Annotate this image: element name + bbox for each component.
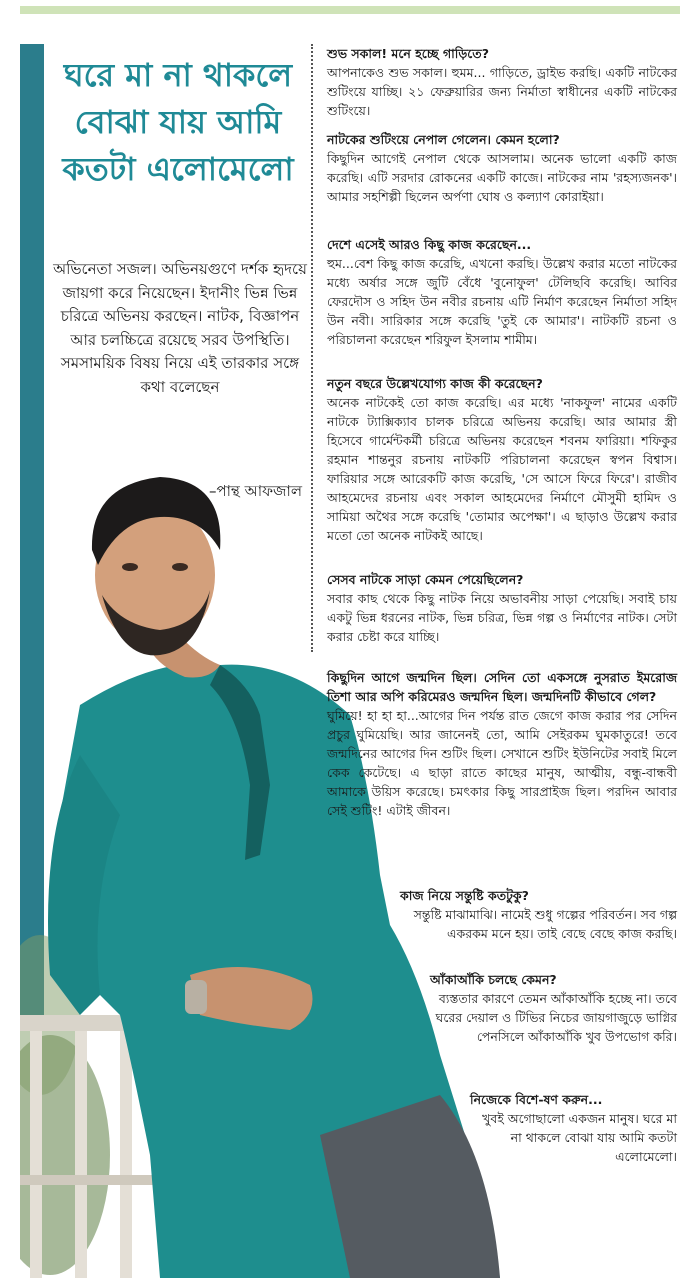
qa-block-5 [327,570,677,646]
answer-4: অনেক নাটকেই তো কাজ করেছি। এর মধ্যে 'নাকফুল' নামের একটি নাটকে ট্যাক্সিক্যাব চালক চরিত্রে অভিনয় করেছি। আর আমার স্ত্রী হিসেবে গার্মেন্টকর্মী চরিত্রে অভিনয় করেছেন শবনম ফারিয়া। শফিকুর রহমান শান্তনুর রচনায় নাটকটি পরিচালনা করেছেন স্বপন বিশ্বাস। ফারিয়ার সঙ্গে আরেকটি কাজ করেছি, 'সে আসে ফিরে ফিরে'। রাজীব আহমেদের রচনায় এবং সকাল আহমেদের নির্মাণে মৌসুমী হামিদ ও সামিয়া অথৈর সঙ্গে করেছি 'তোমার অপেক্ষা'। এ ছাড়াও উল্লেখ করার মতো তো অনেক নাটকই আছে। [327,395,677,543]
byline: –পান্থ আফজাল [208,482,302,500]
qa-block-6 [327,668,677,820]
answer-1: আপনাকেও শুভ সকাল। হুমম... গাড়িতে, ড্রাইভ করছি। একটি নাটকের শুটিংয়ে যাচ্ছি। ২১ ফেব্রুয়ারির জন্য নির্মাতা স্বাধীনের একটি নাটকের শুটিংয়ে। [327,65,677,118]
qa-block-8 [430,970,677,1046]
top-rule [20,6,680,14]
question-2: নাটকের শুটিংয়ে নেপাল গেলেন। কেমন হলো? [327,132,560,147]
qa-block-3 [327,235,677,349]
intro-paragraph: অভিনেতা সজল। অভিনয়গুণে দর্শক হৃদয়ে জায়গা করে নিয়েছেন। ইদানীং ভিন্ন ভিন্ন চরিত্রে অভিনয় করছেন। নাটক, বিজ্ঞাপন আর চলচ্চিত্রে রয়েছে সরব উপস্থিতি। সমসাময়িক বিষয় নিয়ে এই তারকার সঙ্গে কথা বলেছেন [53,260,307,396]
question-9: নিজেকে বিশে-ষণ করুন... [470,1092,603,1107]
headline: ঘরে মা না থাকলে বোঝা যায় আমি কতটা এলোমেলো [62,56,294,188]
qa-block-7 [400,886,677,943]
question-1: শুভ সকাল! মনে হচ্ছে গাড়িতে? [327,46,489,61]
qa-block-1 [327,44,677,120]
question-5: সেসব নাটকে সাড়া কেমন পেয়েছিলেন? [327,572,524,587]
question-8: আঁকাআঁকি চলছে কেমন? [430,972,557,987]
qa-block-9 [470,1090,677,1166]
answer-5: সবার কাছ থেকে কিছু নাটক নিয়ে অভাবনীয় সাড়া পেয়েছি। সবাই চায় একটু ভিন্ন ধরনের নাটক, ভিন্ন চরিত্র, ভিন্ন গল্প ও নির্মাণের নাটক। সেটা করার চেষ্টা করে যাচ্ছি। [327,591,677,644]
answer-6: ঘুমিয়ে! হা হা হা...আগের দিন পর্যন্ত রাত জেগে কাজ করার পর সেদিন প্রচুর ঘুমিয়েছি। আর জানেনই তো, আমি সেইরকম ঘুমকাতুরে! তবে জন্মদিনের আগের দিন শুটিং ছিল। সেখানে শুটিং ইউনিটের সবাই মিলে কেক কেটেছে। এ ছাড়া রাতে কাছের মানুষ, আত্মীয়, বন্ধু-বান্ধবী আমাকে উয়িস করেছে। চমৎকার কিছু সারপ্রাইজ ছিল। পরদিন আবার সেই শুটিং! এটাই জীবন। [327,708,678,818]
answer-3: হুম...বেশ কিছু কাজ করেছি, এখনো করছি। উল্লেখ করার মতো নাটকের মধ্যে অর্ষার সঙ্গে জুটি বেঁধে 'বুনোফুল' টেলিছবি করেছি। আবির ফেরদৌস ও সহিদ উন নবীর রচনায় এটি নির্মাণ করেছেন নির্মাতা সহিদ উন নবী। সারিকার সঙ্গে করেছি 'তুই কে আমার'। নাটকটি রচনা ও পরিচালনা করেছেন শরিফুল ইসলাম শামীম। [327,256,677,347]
question-4: নতুন বছরে উল্লেখযোগ্য কাজ কী করেছেন? [327,376,543,391]
answer-8: ব্যস্ততার কারণে তেমন আঁকাআঁকি হচ্ছে না। তবে ঘরের দেয়াল ও টিভির নিচের জায়গাজুড়ে ভাগ্নির পেনসিলে আঁকাআঁকি খুব উপভোগ করি। [435,991,677,1044]
qa-block-2 [327,130,677,206]
qa-block-4 [327,374,677,545]
answer-9: খুবই অগোছালো একজন মানুষ। ঘরে মা না থাকলে বোঝা যায় আমি কতটা এলোমেলো। [482,1111,677,1164]
answer-2: কিছুদিন আগেই নেপাল থেকে আসলাম। অনেক ভালো একটি কাজ করেছি। এটি সরদার রোকনের একটি কাজে। নাটকের নাম 'রহস্যজনক'। আমার সহশিল্পী ছিলেন অর্পণা ঘোষ ও কল্যাণ কোরাইয়া। [327,151,677,204]
question-3: দেশে এসেই আরও কিছু কাজ করেছেন... [327,237,532,252]
answer-7: সন্তুষ্টি মাঝামাঝি। নামেই শুধু গল্পের পরিবর্তন। সব গল্প একরকম মনে হয়। তাই বেছে বেছে কাজ করছি। [413,907,677,941]
question-7: কাজ নিয়ে সন্তুষ্টি কতটুকু? [400,888,529,903]
question-6: কিছুদিন আগে জন্মদিন ছিল। সেদিন তো একসঙ্গে নুসরাত ইমরোজ তিশা আর অপি করিমেরও জন্মদিন ছিল। জন্মদিনটি কীভাবে গেল? [327,670,677,704]
